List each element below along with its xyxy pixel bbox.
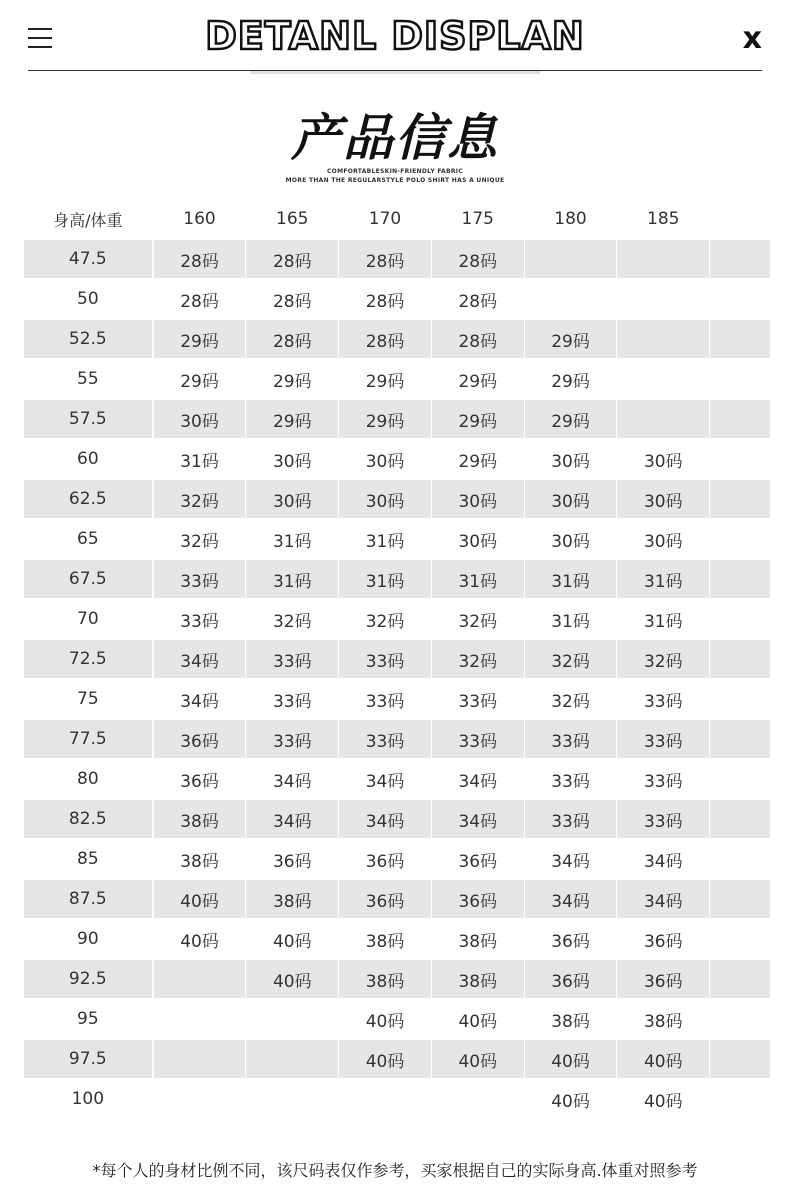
table-tail-cell: [710, 440, 770, 478]
size-cell: 36码: [551, 931, 590, 952]
table-tail-cell: [710, 600, 770, 638]
size-cell: [154, 1040, 246, 1078]
size-cell: 32码: [458, 611, 498, 632]
table-tail-cell: [710, 1080, 770, 1118]
size-cell: 29码: [246, 400, 338, 438]
size-cell: 29码: [154, 320, 246, 358]
table-tail-cell: [710, 960, 770, 998]
height-header: 165: [276, 209, 309, 229]
size-cell: 32码: [180, 531, 219, 552]
size-cell: 34码: [365, 771, 405, 792]
size-cell: 36码: [458, 851, 498, 872]
table-row: [24, 600, 770, 638]
height-header: 160: [183, 209, 216, 229]
size-cell: 33码: [339, 640, 431, 678]
size-cell: 33码: [365, 691, 405, 712]
size-cell: 38码: [551, 1011, 590, 1032]
size-cell: 36码: [154, 720, 246, 758]
size-cell: 30码: [432, 480, 524, 518]
size-cell: [617, 280, 709, 318]
size-cell: 38码: [643, 1011, 683, 1032]
table-tail-cell: [710, 240, 770, 278]
size-cell: 29码: [458, 451, 498, 472]
table-row: [24, 840, 770, 878]
weight-cell: 65: [77, 529, 99, 549]
table-tail-cell: [710, 880, 770, 918]
size-cell: 30码: [154, 400, 246, 438]
size-cell: 34码: [180, 691, 219, 712]
size-cell: 36码: [432, 880, 524, 918]
size-cell: 31码: [180, 451, 219, 472]
size-cell: 30码: [551, 531, 590, 552]
weight-cell: 95: [77, 1009, 99, 1029]
size-cell: 33码: [432, 720, 524, 758]
size-cell: [154, 1080, 246, 1118]
size-cell: 38码: [432, 960, 524, 998]
weight-cell: 90: [77, 929, 99, 949]
size-cell: 28码: [272, 291, 312, 312]
table-row: [24, 800, 770, 838]
size-cell: 40码: [246, 960, 338, 998]
table-row: [24, 680, 770, 718]
size-cell: 38码: [154, 800, 246, 838]
weight-cell: 67.5: [24, 560, 152, 598]
size-chart-table: [24, 200, 770, 1118]
size-cell: 30码: [643, 531, 683, 552]
size-cell: 36码: [525, 960, 617, 998]
size-cell: 30码: [551, 451, 590, 472]
size-cell: 34码: [617, 880, 709, 918]
size-cell: 31码: [551, 611, 590, 632]
size-cell: 34码: [525, 880, 617, 918]
size-cell: 29码: [339, 400, 431, 438]
table-tail-cell: [710, 360, 770, 398]
size-cell: 29码: [525, 320, 617, 358]
table-tail-cell: [710, 800, 770, 838]
size-cell: 36码: [643, 931, 683, 952]
size-cell: 33码: [246, 640, 338, 678]
size-cell: 30码: [272, 451, 312, 472]
table-row: [24, 960, 770, 998]
size-cell: [246, 1040, 338, 1078]
table-tail-cell: [710, 1000, 770, 1038]
size-cell: 29码: [525, 400, 617, 438]
table-tail-cell: [710, 840, 770, 878]
close-icon[interactable]: x: [742, 21, 762, 56]
size-cell: 33码: [339, 720, 431, 758]
table-row: [24, 440, 770, 478]
section-subtitle-line2: MORE THAN THE REGULARSTYLE POLO SHIRT HAS A UNIQUE: [285, 177, 505, 184]
header-divider-shadow: [250, 71, 540, 74]
height-header: 180: [554, 209, 587, 229]
weight-cell: 50: [77, 289, 99, 309]
size-cell: 34码: [643, 851, 683, 872]
size-cell: 40码: [339, 1040, 431, 1078]
size-cell: 34码: [246, 800, 338, 838]
weight-cell: 75: [77, 689, 99, 709]
size-cell: 33码: [246, 720, 338, 758]
size-cell: 40码: [617, 1040, 709, 1078]
size-cell: [246, 1000, 338, 1038]
weight-cell: 60: [77, 449, 99, 469]
size-cell: 40码: [458, 1011, 498, 1032]
table-row: [24, 360, 770, 398]
size-cell: 38码: [365, 931, 405, 952]
size-cell: 30码: [458, 531, 498, 552]
size-cell: 40码: [432, 1040, 524, 1078]
size-cell: [525, 240, 617, 278]
size-cell: 28码: [180, 291, 219, 312]
weight-cell: 70: [77, 609, 99, 629]
size-cell: 32码: [525, 640, 617, 678]
size-cell: 30码: [365, 451, 405, 472]
size-cell: 28码: [154, 240, 246, 278]
size-cell: 34码: [154, 640, 246, 678]
table-tail-cell: [710, 1040, 770, 1078]
size-cell: 36码: [339, 880, 431, 918]
table-row: [24, 760, 770, 798]
section-title: 产品信息: [291, 109, 499, 167]
size-cell: 33码: [525, 800, 617, 838]
size-cell: 31码: [339, 560, 431, 598]
section-subtitle-line1: COMFORTABLESKIN-FRIENDLY FABRIC: [326, 168, 464, 175]
size-cell: 29码: [458, 371, 498, 392]
table-row: [24, 880, 770, 918]
size-cell: 28码: [339, 240, 431, 278]
size-cell: 34码: [432, 800, 524, 838]
table-tail-cell: [710, 400, 770, 438]
table-tail-cell: [710, 200, 770, 238]
size-cell: 31码: [643, 611, 683, 632]
table-row: [24, 720, 770, 758]
size-cell: 31码: [272, 531, 312, 552]
table-tail-cell: [710, 720, 770, 758]
size-cell: 32码: [154, 480, 246, 518]
weight-cell: 100: [71, 1089, 105, 1109]
size-cell: 29码: [272, 371, 312, 392]
table-row: [24, 640, 770, 678]
size-cell: 29码: [432, 400, 524, 438]
weight-cell: 85: [77, 849, 99, 869]
weight-cell: 77.5: [24, 720, 152, 758]
size-cell: 30码: [339, 480, 431, 518]
size-cell: 32码: [551, 691, 590, 712]
weight-cell: 52.5: [24, 320, 152, 358]
table-tail-cell: [710, 320, 770, 358]
weight-cell: 97.5: [24, 1040, 152, 1078]
size-cell: 32码: [432, 640, 524, 678]
height-header: 185: [647, 209, 680, 229]
size-cell: 33码: [643, 691, 683, 712]
table-tail-cell: [710, 480, 770, 518]
weight-cell: 72.5: [24, 640, 152, 678]
size-cell: 33码: [617, 720, 709, 758]
size-cell: 33码: [180, 611, 219, 632]
size-cell: [617, 400, 709, 438]
size-cell: 36码: [365, 851, 405, 872]
size-cell: 33码: [272, 691, 312, 712]
size-cell: [432, 1080, 524, 1118]
table-row: [24, 280, 770, 318]
weight-cell: 87.5: [24, 880, 152, 918]
size-cell: 28码: [246, 320, 338, 358]
size-cell: 33码: [617, 800, 709, 838]
table-row: [24, 1080, 770, 1118]
size-cell: 40码: [525, 1040, 617, 1078]
size-cell: 29码: [365, 371, 405, 392]
table-header-row: [24, 200, 770, 238]
size-cell: 28码: [458, 291, 498, 312]
size-cell: 32码: [272, 611, 312, 632]
size-cell: 34码: [458, 771, 498, 792]
table-row: [24, 480, 770, 518]
table-row: [24, 320, 770, 358]
size-cell: 28码: [246, 240, 338, 278]
size-cell: [339, 1080, 431, 1118]
size-cell: 28码: [339, 320, 431, 358]
size-cell: 36码: [180, 771, 219, 792]
size-cell: 33码: [551, 771, 590, 792]
weight-cell: 47.5: [24, 240, 152, 278]
size-cell: 33码: [154, 560, 246, 598]
size-cell: [617, 240, 709, 278]
weight-cell: 57.5: [24, 400, 152, 438]
table-tail-cell: [710, 560, 770, 598]
brand-title: DETANL DISPLAN: [205, 14, 585, 58]
size-cell: 30码: [246, 480, 338, 518]
size-cell: [154, 960, 246, 998]
size-cell: 29码: [180, 371, 219, 392]
size-cell: [154, 1000, 246, 1038]
weight-cell: 92.5: [24, 960, 152, 998]
weight-cell: 55: [77, 369, 99, 389]
size-cell: 38码: [458, 931, 498, 952]
corner-label: 身高/体重: [53, 210, 123, 230]
table-tail-cell: [710, 520, 770, 558]
size-cell: 32码: [365, 611, 405, 632]
table-row: [24, 920, 770, 958]
top-bar: [0, 0, 790, 80]
weight-cell: 82.5: [24, 800, 152, 838]
size-cell: 40码: [643, 1091, 683, 1112]
size-cell: 40码: [272, 931, 312, 952]
table-tail-cell: [710, 760, 770, 798]
size-cell: 28码: [432, 320, 524, 358]
size-cell: [525, 280, 617, 318]
table-row: [24, 240, 770, 278]
size-cell: 30码: [643, 451, 683, 472]
size-cell: 34码: [339, 800, 431, 838]
size-cell: 36码: [272, 851, 312, 872]
table-tail-cell: [710, 680, 770, 718]
size-cell: 33码: [458, 691, 498, 712]
size-cell: 30码: [525, 480, 617, 518]
height-header: 170: [368, 209, 402, 229]
size-cell: 40码: [180, 931, 219, 952]
size-cell: 34码: [551, 851, 590, 872]
weight-cell: 62.5: [24, 480, 152, 518]
size-cell: 31码: [525, 560, 617, 598]
size-cell: 38码: [246, 880, 338, 918]
size-cell: 29码: [551, 371, 590, 392]
table-row: [24, 520, 770, 558]
table-tail-cell: [710, 280, 770, 318]
table-row: [24, 560, 770, 598]
height-header: 175: [461, 209, 494, 229]
table-row: [24, 400, 770, 438]
size-cell: 33码: [525, 720, 617, 758]
table-row: [24, 1000, 770, 1038]
size-cell: 33码: [643, 771, 683, 792]
size-cell: 32码: [617, 640, 709, 678]
size-cell: 34码: [272, 771, 312, 792]
size-cell: 28码: [432, 240, 524, 278]
size-cell: 40码: [551, 1091, 590, 1112]
footer-note: *每个人的身材比例不同，该尺码表仅作参考，买家根据自己的实际身高.体重对照参考: [92, 1161, 698, 1180]
table-tail-cell: [710, 920, 770, 958]
size-cell: 40码: [365, 1011, 405, 1032]
size-cell: [617, 360, 709, 398]
table-tail-cell: [710, 640, 770, 678]
table-row: [24, 1040, 770, 1078]
size-cell: 30码: [617, 480, 709, 518]
size-cell: 38码: [180, 851, 219, 872]
size-cell: 31码: [432, 560, 524, 598]
size-cell: 28码: [365, 291, 405, 312]
size-cell: 36码: [617, 960, 709, 998]
size-cell: 38码: [339, 960, 431, 998]
weight-cell: 80: [77, 769, 99, 789]
size-cell: 40码: [154, 880, 246, 918]
size-cell: 31码: [617, 560, 709, 598]
size-cell: 31码: [246, 560, 338, 598]
size-cell: [617, 320, 709, 358]
size-cell: 31码: [365, 531, 405, 552]
size-cell: [246, 1080, 338, 1118]
